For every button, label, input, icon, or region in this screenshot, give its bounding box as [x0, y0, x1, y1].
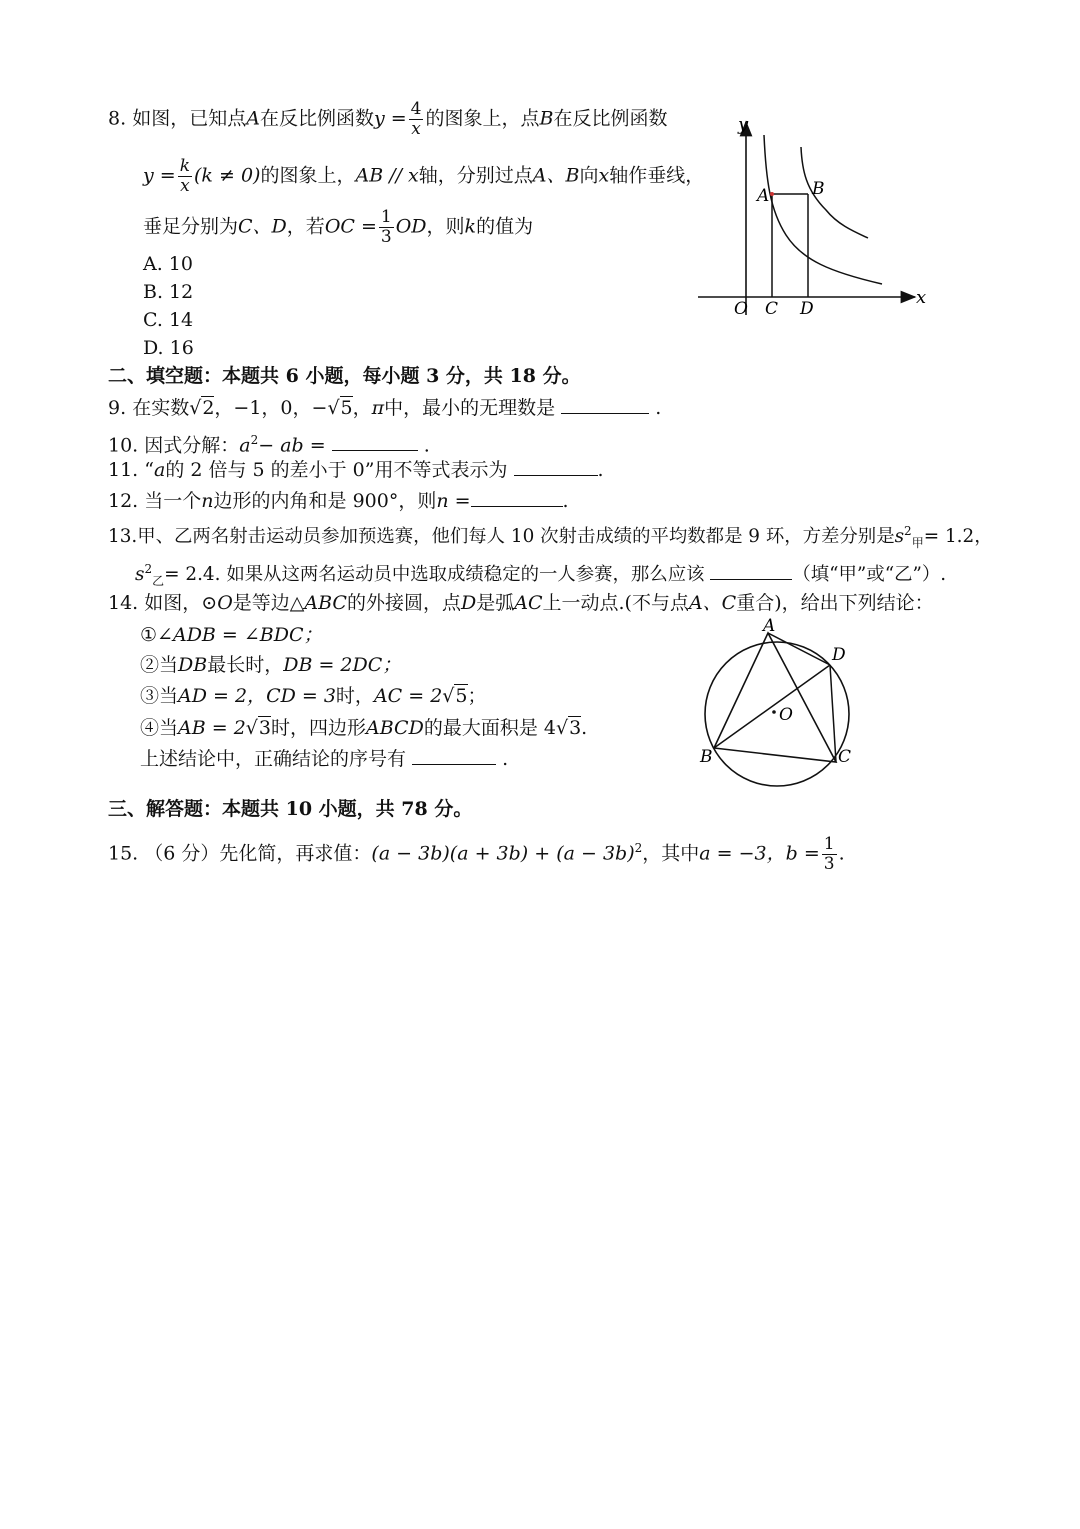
q8-label-o: O	[734, 299, 748, 319]
q15: 15. （6 分）先化简，再求值：$(a - 3b)(a + 3b) + (a - 3b)^2$，其中a = −3，b = $\frac{1}{3}$ .	[108, 834, 845, 874]
q8-option-d: D. 16	[143, 337, 194, 359]
q8-line1: 8. 如图，已知点A在反比例函数y = $\frac{4}{x}$ 的图象上，点B在反比例函数	[108, 99, 668, 139]
q15-fraction-1-over-3: $\frac{1}{3}$	[823, 834, 835, 874]
q8-option-c: C. 14	[143, 309, 194, 331]
q13-line1: 13.甲、乙两名射击运动员参加预选赛，他们每人 10 次射击成绩的平均数都是 9 环，方差分别是$s^2_甲= 1.2$，	[108, 524, 993, 550]
q11: 11. “a的 2 倍与 5 的差小于 0”用不等式表示为 .	[108, 459, 604, 481]
q14-line1: 14. 如图，⊙O是等边△ABC的外接圆，点D是弧AC上一动点.(不与点A、C重合)，给出下列结论：	[108, 592, 934, 614]
q8-option-a: A. 10	[143, 253, 193, 275]
q12: 12. 当一个n边形的内角和是 900°，则n = .	[108, 490, 569, 512]
section3-title: 三、解答题：本题共 10 小题，共 78 分。	[108, 798, 473, 820]
q11-answer-blank[interactable]	[514, 457, 598, 476]
q14-conclusion-3: ③当AD = 2，CD = 3时，AC = 2√5；	[140, 685, 487, 707]
q14-answer-blank[interactable]	[412, 746, 496, 765]
q9: 9. 在实数√2，−1，0，−√5，π中，最小的无理数是 .	[108, 397, 662, 419]
q14-figure	[690, 612, 870, 797]
q14-segment-bd	[714, 665, 830, 748]
q9-answer-blank[interactable]	[561, 395, 649, 414]
q14-label-d: D	[832, 645, 846, 665]
q8-line2: y = $\frac{k}{x}$ (k ≠ 0)的图象上，AB // x轴，分别过点A、B向x轴作垂线，	[143, 156, 705, 196]
q8-label-b: B	[812, 179, 825, 199]
q8-fraction-1-over-3: $\frac{1}{3}$	[380, 207, 392, 247]
q8-figure	[690, 110, 940, 325]
q14-label-o: O	[779, 705, 793, 725]
q8-label-x: x	[916, 287, 927, 308]
q8-label-y: y	[738, 114, 749, 135]
q8-point-a	[770, 192, 774, 196]
q10-answer-blank[interactable]	[332, 432, 418, 451]
q8-option-b: B. 12	[143, 281, 194, 303]
q14-conclusion-4: ④当AB = 2√3时，四边形ABCD的最大面积是 4√3.	[140, 717, 588, 739]
q13-line2: $s^2_乙= 2.4$. 如果从这两名运动员中选取成绩稳定的一人参赛，那么应该 （填“甲”或“乙”）.	[135, 562, 947, 588]
q14-label-b: B	[700, 747, 713, 767]
q14-triangle-abc	[714, 633, 836, 762]
q14-label-c: C	[838, 747, 852, 767]
q8-label-d: D	[800, 299, 814, 319]
q8-fraction-4-over-x: $\frac{4}{x}$	[410, 99, 422, 139]
q14-center-o	[772, 710, 776, 714]
q8-line3: 垂足分别为C、D，若OC = $\frac{1}{3}$ OD，则k的值为	[143, 207, 534, 247]
q14-last-line: 上述结论中，正确结论的序号有 .	[140, 748, 509, 770]
q14-label-a: A	[763, 616, 776, 636]
q14-segment-dc	[830, 665, 836, 762]
q12-answer-blank[interactable]	[471, 488, 563, 507]
q8-label-c: C	[765, 299, 779, 319]
q10: 10. 因式分解：$a^2-$ ab = .	[108, 433, 430, 457]
q14-conclusion-2: ②当DB最长时，DB = 2DC；	[140, 654, 402, 676]
q8-label-a: A	[757, 186, 770, 206]
q8-curve-inner	[764, 135, 882, 284]
section2-title: 二、填空题：本题共 6 小题，每小题 3 分，共 18 分。	[108, 365, 581, 387]
q13-answer-blank[interactable]	[710, 561, 792, 580]
q14-conclusion-1: ①∠ADB = ∠BDC；	[140, 624, 323, 646]
q8-fraction-k-over-x: $\frac{k}{x}$	[179, 156, 191, 196]
